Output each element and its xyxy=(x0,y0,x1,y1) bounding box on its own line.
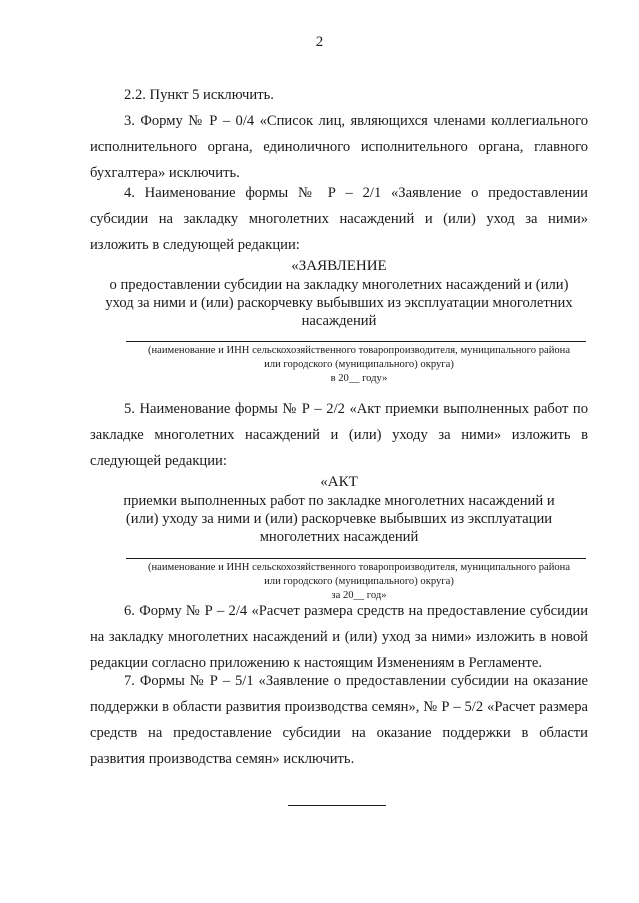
paragraph-5-text: 5. Наименование формы № Р – 2/2 «Акт приемки выполненных работ по закладке многолетних насаждений и (или) уходу за ними» изложить в следующей редакции: xyxy=(90,401,588,469)
application-fill-line xyxy=(126,341,586,342)
paragraph-3 xyxy=(90,108,588,186)
application-subtitle-line3: насаждений xyxy=(301,313,377,329)
paragraph-7-text: 7. Формы № Р – 5/1 «Заявление о предоставлении субсидии на оказание поддержки в области развития производства семян», № Р – 5/2 «Расчет размера средств на предоставление субсидии на оказание поддержки в области развития производства семян» исключить. xyxy=(90,673,588,767)
paragraph-3-text: 3. Форму № Р – 0/4 «Список лиц, являющихся членами коллегиального исполнительного органа, единоличного исполнительного органа, главного бухгалтера» исключить. xyxy=(90,113,588,181)
application-note-line2: или городского (муниципального) округа) xyxy=(264,359,454,370)
application-subtitle-line2: уход за ними и (или) раскорчевку выбывших из эксплуатации многолетних xyxy=(105,295,573,311)
application-title: «ЗАЯВЛЕНИЕ xyxy=(291,258,387,274)
paragraph-7 xyxy=(90,668,588,772)
paragraph-2-2 xyxy=(90,82,588,108)
end-separator-line xyxy=(288,805,386,806)
application-note-line3: в 20__ году» xyxy=(330,373,388,384)
act-subtitle-line3: многолетних насаждений xyxy=(259,529,419,545)
act-note-line2: или городского (муниципального) округа) xyxy=(264,576,454,587)
paragraph-2-2-text: 2.2. Пункт 5 исключить. xyxy=(124,87,274,103)
act-note-line1: (наименование и ИНН сельскохозяйственного товаропроизводителя, муниципального района xyxy=(147,562,571,573)
act-title: «АКТ xyxy=(320,474,358,490)
paragraph-6-text: 6. Форму № Р – 2/4 «Расчет размера средств на предоставление субсидии на закладку многолетних насаждений и (или) уход за ними» изложить в новой редакции согласно приложению к настоящим Изменениям в Регламенте. xyxy=(90,603,588,671)
paragraph-6 xyxy=(90,598,588,676)
application-subtitle-line1: о предоставлении субсидии на закладку многолетних насаждений и (или) xyxy=(109,277,569,293)
act-fill-line xyxy=(126,558,586,559)
paragraph-4 xyxy=(90,180,588,258)
paragraph-4-text: 4. Наименование формы № Р – 2/1 «Заявление о предоставлении субсидии на закладку многолетних насаждений и (или) уход за ними» изложить в следующей редакции: xyxy=(90,185,588,253)
act-subtitle-line1: приемки выполненных работ по закладке многолетних насаждений и xyxy=(123,493,555,509)
page-number: 2 xyxy=(315,34,324,50)
application-note-line1: (наименование и ИНН сельскохозяйственного товаропроизводителя, муниципального района xyxy=(147,345,571,356)
paragraph-5 xyxy=(90,396,588,474)
act-subtitle-line2: (или) уходу за ними и (или) раскорчевке выбывших из эксплуатации xyxy=(125,511,553,527)
act-note-line3: за 20__ год» xyxy=(331,590,387,601)
